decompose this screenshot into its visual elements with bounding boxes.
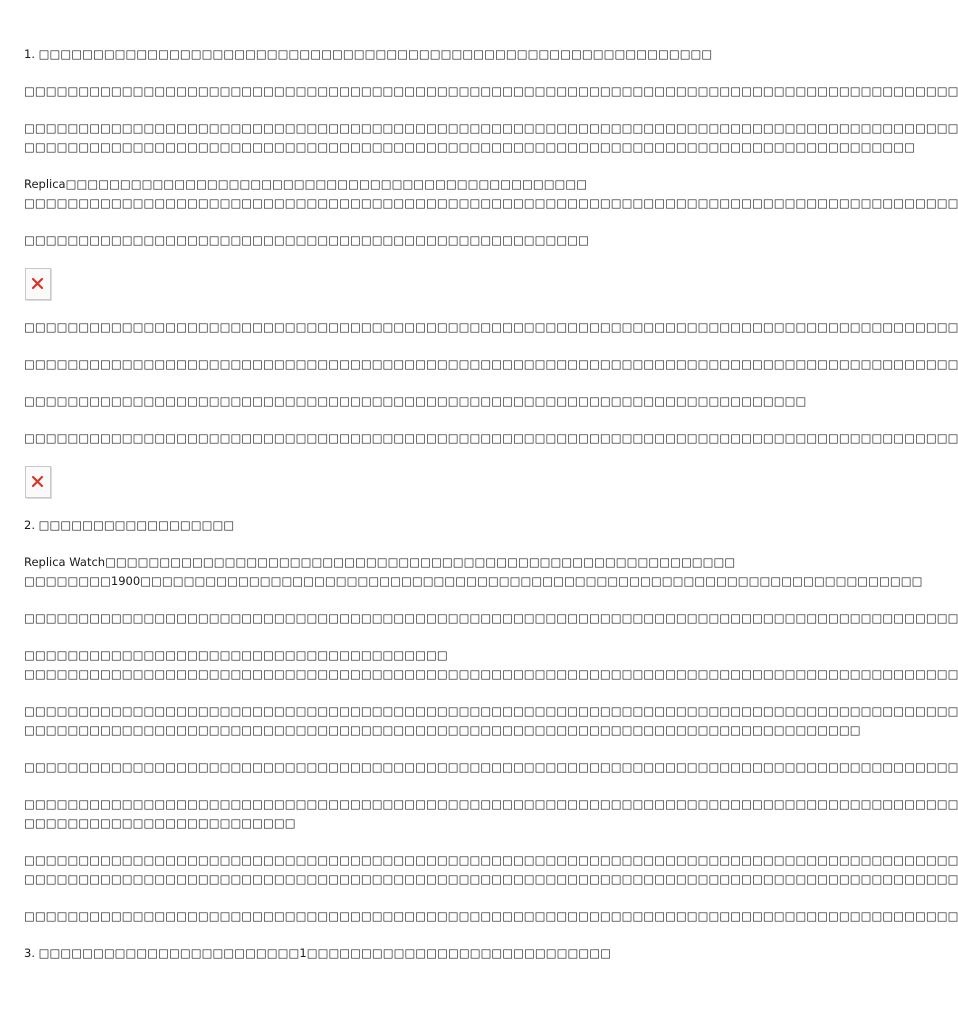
- paragraph: [24, 355, 958, 374]
- text-line: □□□□□□□□□□□□□□□□□□□□□□□□□□□□□□□□□□□□□□□□□□□□□□□□□□□□□□□□□□□□□□□□□□□□□□□□□□□□□□□□□□□□□□: [24, 320, 958, 334]
- text-line: □□□□□□□□□□□□□□□□□□□□□□□□□□□□□□□□□□□□□□□□□□□□□□□□□□□□□□□□□□□□□□□□□□□□□□□□□□□□□□□□□□□□□□: [24, 760, 958, 774]
- text-line: □□□□□□□□□□□□□□□□□□□□□□□□□□□□□□□□□□□□□□□□□□□□□□□□□□□□□□□□□□□□□□□□□□□□□□□□□□□□□□□□□□: [24, 140, 915, 154]
- paragraph: [24, 119, 958, 157]
- text-line: □□□□□□□□□□□□□□□□□□□□□□□□□□□□□□□□□□□□□□□□□□□□□□□□□□□□□□□□□□□□□□□□□□□□□□□□: [24, 394, 807, 408]
- text-line: □□□□□□□□□□□□□□□□□□□□□□□□□□□□□□□□□□□□□□□□□□□□□□□□□□□□□□□□□□□□□□□□□□□□□□□□□□□□□□□□□□□□□□: [24, 121, 958, 135]
- text-line: □□□□□□□□□□□□□□□□□□□□□□□□□□□□□□□□□□□□□□□□□□□□□□□□□□□□□□□□□□□□□□□□□□□□□□□□□□□□□□□□□□□□□□: [24, 909, 958, 923]
- paragraph: [24, 429, 958, 448]
- text-line: Replica Watch□□□□□□□□□□□□□□□□□□□□□□□□□□□□□□□□□□□□□□□□□□□□□□□□□□□□□□□□□□: [24, 555, 736, 569]
- paragraph: [24, 318, 958, 337]
- text-line: □□□□□□□□□□□□□□□□□□□□□□□□□□□□□□□□□□□□□□□□□□□□□□□□□□□□□□□□□□□□□□□□□□□□□□□□□□□□□□□□□□□□□□: [24, 196, 958, 210]
- text-line: □□□□□□□□□□□□□□□□□□□□□□□□□□□□□□□□□□□□□□□□□□□□□□□□□□□□□□□□□□□□□□□□□□□□□□□□□□□□□□□□□□□□□□: [24, 611, 958, 625]
- broken-image-icon: [25, 466, 51, 498]
- text-line: □□□□□□□□□□□□□□□□□□□□□□□□□□□□□□□□□□□□□□□□□□□□□□□□□□□□□□□□□□□□□□□□□□□□□□□□□□□□□□□□□□□□□□: [24, 704, 958, 718]
- heading-1: [24, 45, 713, 64]
- heading-3: [24, 944, 696, 963]
- text-line: 2. □□□□□□□□□□□□□□□□□□: [24, 518, 235, 532]
- close-x-icon: [31, 475, 44, 488]
- paragraph: [24, 758, 958, 777]
- text-line: □□□□□□□□□□□□□□□□□□□□□□□□□□□□□□□□□□□□□□□: [24, 648, 448, 662]
- text-line: □□□□□□□□□□□□□□□□□□□□□□□□□□□□□□□□□□□□□□□□□□□□□□□□□□□□: [24, 233, 590, 247]
- paragraph: [24, 851, 958, 889]
- text-line: □□□□□□□□□□□□□□□□□□□□□□□□□□□□□□□□□□□□□□□□□□□□□□□□□□□□□□□□□□□□□□□□□□□□□□□□□□□□□□□□□□□□□□: [24, 797, 958, 811]
- paragraph: [24, 646, 958, 684]
- paragraph: [24, 609, 958, 628]
- paragraph: [24, 231, 696, 250]
- close-x-icon: [31, 277, 44, 290]
- broken-image-icon: [25, 268, 51, 300]
- text-line: □□□□□□□□□□□□□□□□□□□□□□□□□: [24, 816, 296, 830]
- paragraph: [24, 907, 958, 926]
- text-line: □□□□□□□□□□□□□□□□□□□□□□□□□□□□□□□□□□□□□□□□□□□□□□□□□□□□□□□□□□□□□□□□□□□□□□□□□□□□□□□□□□□□□□: [24, 357, 958, 371]
- text-line: □□□□□□□□□□□□□□□□□□□□□□□□□□□□□□□□□□□□□□□□□□□□□□□□□□□□□□□□□□□□□□□□□□□□□□□□□□□□□□□□□□□□□□: [24, 872, 958, 886]
- paragraph: [24, 175, 958, 213]
- document-body: [24, 45, 958, 981]
- text-line: □□□□□□□□1900□□□□□□□□□□□□□□□□□□□□□□□□□□□□□□□□□□□□□□□□□□□□□□□□□□□□□□□□□□□□□□□□□□□□□□□□: [24, 574, 923, 588]
- paragraph: [24, 702, 958, 740]
- text-line: Replica□□□□□□□□□□□□□□□□□□□□□□□□□□□□□□□□□□□□□□□□□□□□□□□□: [24, 177, 588, 191]
- text-line: □□□□□□□□□□□□□□□□□□□□□□□□□□□□□□□□□□□□□□□□□□□□□□□□□□□□□□□□□□□□□□□□□□□□□□□□□□□□□□□□□□□□□□: [24, 853, 958, 867]
- paragraph: [24, 392, 807, 411]
- text-line: □□□□□□□□□□□□□□□□□□□□□□□□□□□□□□□□□□□□□□□□□□□□□□□□□□□□□□□□□□□□□□□□□□□□□□□□□□□□□□□□□□□□□□: [24, 84, 958, 98]
- paragraph: [24, 553, 923, 591]
- text-line: □□□□□□□□□□□□□□□□□□□□□□□□□□□□□□□□□□□□□□□□□□□□□□□□□□□□□□□□□□□□□□□□□□□□□□□□□□□□□□□□□□□□□□: [24, 667, 958, 681]
- text-line: 3. □□□□□□□□□□□□□□□□□□□□□□□□1□□□□□□□□□□□□□□□□□□□□□□□□□□□□: [24, 946, 611, 960]
- paragraph: [24, 82, 958, 101]
- text-line: 1. □□□□□□□□□□□□□□□□□□□□□□□□□□□□□□□□□□□□□□□□□□□□□□□□□□□□□□□□□□□□□□: [24, 47, 713, 61]
- text-line: □□□□□□□□□□□□□□□□□□□□□□□□□□□□□□□□□□□□□□□□□□□□□□□□□□□□□□□□□□□□□□□□□□□□□□□□□□□□□: [24, 723, 861, 737]
- heading-2: [24, 516, 696, 535]
- paragraph: [24, 795, 958, 833]
- text-line: □□□□□□□□□□□□□□□□□□□□□□□□□□□□□□□□□□□□□□□□□□□□□□□□□□□□□□□□□□□□□□□□□□□□□□□□□□□□□□□□□□□□□□: [24, 431, 958, 445]
